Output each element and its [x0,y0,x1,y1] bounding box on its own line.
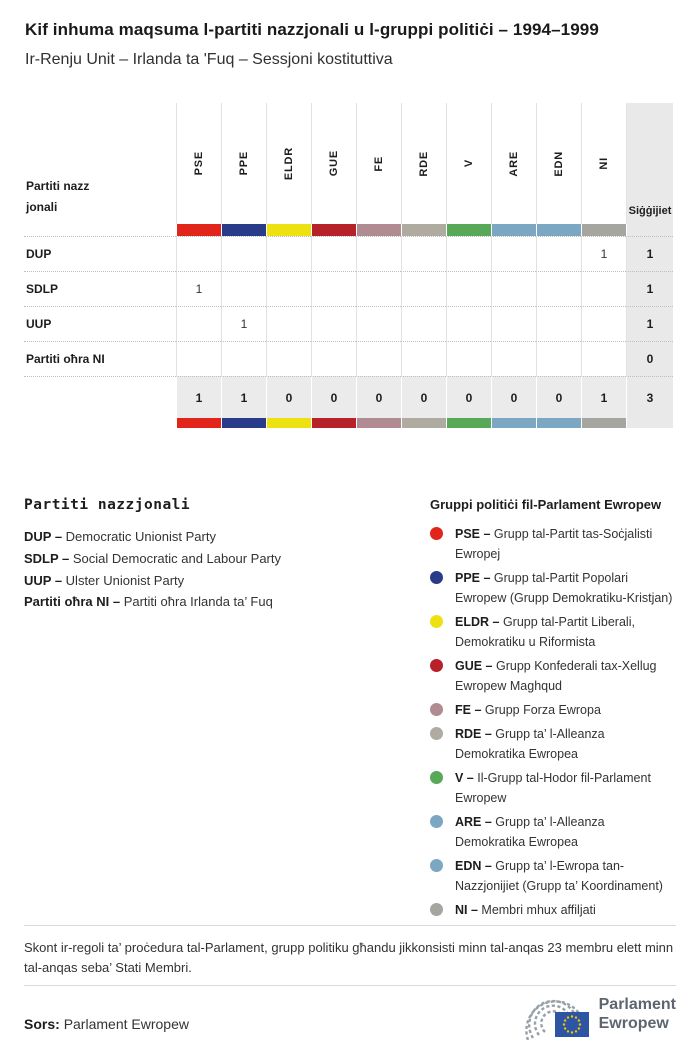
legend-text: FE – Grupp Forza Ewropa [455,703,601,717]
color-bar-cell-pse [176,224,221,236]
group-list [430,524,678,920]
table-total-label [24,376,176,418]
table-col-header-gue: GUE [311,103,356,224]
color-bar-cell-eldr [266,418,311,428]
color-bar-cell-ni [581,224,626,236]
table-cell-are [491,306,536,341]
color-bar-spacer [24,418,176,428]
table-cell-rde [401,306,446,341]
group-legend-item [430,856,678,896]
table-cell-pse [176,306,221,341]
table-total-cell-v: 0 [446,376,491,418]
legend-text: V – Il-Grupp tal-Hodor fil-Parlament Ewropew [455,771,651,805]
legend-national-parties [24,497,430,924]
source-label: Sors: [24,1016,60,1032]
table-cell-gue [311,271,356,306]
legend-groups-heading: Gruppi politiċi fil-Parlament Ewropew [430,497,662,512]
table-total-cell-rde: 0 [401,376,446,418]
color-bar-cell-gue [311,224,356,236]
group-legend-item [430,656,678,696]
table-cell-v [446,236,491,271]
party-legend-item: SDLP – Social Democratic and Labour Party [24,550,281,566]
table-total-cell-eldr: 0 [266,376,311,418]
table-cell-gue [311,306,356,341]
table-col-header-seats: Siġġijiet [626,103,673,224]
table-cell-fe [356,271,401,306]
table-cell-ppe [221,341,266,376]
table-total-cell-gue: 0 [311,376,356,418]
color-bar-cell-edn [536,224,581,236]
color-bar-seats-cell [626,224,673,236]
group-legend-item [430,612,678,652]
table-total-cell-ppe: 1 [221,376,266,418]
group-legend-item [430,700,678,720]
color-bar-cell-ppe [221,418,266,428]
source-line [24,1016,189,1032]
table-cell-pse [176,236,221,271]
table-total-cell-fe: 0 [356,376,401,418]
color-bar-cell-gue [311,418,356,428]
color-bar-cell-rde [401,224,446,236]
legend-text: NI – Membri mhux affiljati [455,903,596,917]
legend-dot-edn [430,859,443,872]
table-cell-ppe [221,271,266,306]
group-legend-item [430,768,678,808]
table-total-seats: 3 [626,376,673,418]
table-cell-are [491,236,536,271]
table-seats-cell: 0 [626,341,673,376]
table-col-header-eldr: ELDR [266,103,311,224]
group-legend-item [430,568,678,608]
table-cell-are [491,271,536,306]
color-bar-cell-v [446,224,491,236]
legend-text: PSE – Grupp tal-Partit tas-Soċjalisti Ewropej [455,527,653,561]
table-cell-edn [536,271,581,306]
page-title: Kif inhuma maqsuma l-partiti nazzjonali u l-gruppi politiċi – 1994–1999 [25,20,599,39]
hemicycle-eu-flag-icon [523,988,591,1040]
table-cell-eldr [266,271,311,306]
table-col-header-are: ARE [491,103,536,224]
table-row-label: SDLP [24,271,176,306]
color-bar-cell-fe [356,418,401,428]
table-cell-fe [356,236,401,271]
table-cell-ni: 1 [581,236,626,271]
table-row-label: DUP [24,236,176,271]
table-col-header-v: V [446,103,491,224]
legend-dot-ni [430,903,443,916]
color-bar-spacer [24,224,176,236]
group-legend-item [430,900,678,920]
color-bar-cell-pse [176,418,221,428]
footnote: Skont ir-regoli ta’ proċedura tal-Parlament, grupp politiku għandu jikkonsisti minn tal-anqas 23 membru elett minn tal-anqas seba’ Stati Membri. [24,940,674,975]
table-total-cell-are: 0 [491,376,536,418]
logo-line1: Parlament [598,996,676,1013]
legend-political-groups [430,497,678,924]
party-legend-item: Partiti oħra NI – Partiti oħra Irlanda ta’ Fuq [24,594,273,610]
color-bar-seats-cell [626,418,673,428]
legend-dot-fe [430,703,443,716]
color-bar-cell-are [491,224,536,236]
page-header [25,20,675,69]
table-total-cell-pse: 1 [176,376,221,418]
table-cell-eldr [266,306,311,341]
table-col-header-ppe: PPE [221,103,266,224]
table-cell-fe [356,306,401,341]
party-list [24,526,430,613]
page-subtitle: Ir-Renju Unit – Irlanda ta 'Fuq – Sessjoni kostituttiva [25,51,393,68]
table-cell-pse: 1 [176,271,221,306]
table-cell-ni [581,271,626,306]
legend-text: RDE – Grupp ta’ l-Alleanza Demokratika Ewropea [455,727,605,761]
results-table [24,103,673,428]
color-bar-cell-rde [401,418,446,428]
table-cell-edn [536,236,581,271]
table-row-header: Partiti nazzjonali [26,179,90,214]
table-total-cell-ni: 1 [581,376,626,418]
table-cell-gue [311,236,356,271]
legend-text: ARE – Grupp ta’ l-Alleanza Demokratika Ewropea [455,815,605,849]
table-cell-are [491,341,536,376]
table-col-header-edn: EDN [536,103,581,224]
table-cell-rde [401,271,446,306]
group-legend-item [430,812,678,852]
table-cell-edn [536,306,581,341]
table-col-header-fe: FE [356,103,401,224]
table-seats-cell: 1 [626,271,673,306]
legend-dot-eldr [430,615,443,628]
legend-dot-rde [430,727,443,740]
table-cell-ppe [221,236,266,271]
table-cell-v [446,271,491,306]
legend-dot-are [430,815,443,828]
legend-dot-pse [430,527,443,540]
party-legend-item: DUP – Democratic Unionist Party [24,529,216,544]
divider-bottom [24,985,676,986]
group-legend-item [430,724,678,764]
table-cell-gue [311,341,356,376]
table-col-header-pse: PSE [176,103,221,224]
table-cell-v [446,306,491,341]
legend-section [24,497,678,924]
color-bar-cell-are [491,418,536,428]
logo-wordmark [599,995,676,1033]
color-bar-cell-ni [581,418,626,428]
table-row-label: Partiti oħra NI [24,341,176,376]
color-bar-cell-fe [356,224,401,236]
table-row-label: UUP [24,306,176,341]
table-cell-v [446,341,491,376]
table-cell-pse [176,341,221,376]
legend-parties-heading: Partiti nazzjonali [24,497,191,513]
table-cell-rde [401,341,446,376]
table-seats-cell: 1 [626,236,673,271]
table-seats-cell: 1 [626,306,673,341]
source-value: Parlament Ewropew [63,1016,189,1032]
legend-text: GUE – Grupp Konfederali tax-Xellug Ewropew Maghqud [455,659,657,693]
legend-dot-gue [430,659,443,672]
logo-line2: Ewropew [598,1015,669,1032]
table-cell-eldr [266,341,311,376]
legend-text: EDN – Grupp ta’ l-Ewropa tan-Nazzjonijiet (Grupp ta’ Koordinament) [455,859,663,893]
table-total-cell-edn: 0 [536,376,581,418]
color-bar-cell-edn [536,418,581,428]
group-legend-item [430,524,678,564]
table-cell-eldr [266,236,311,271]
table-cell-edn [536,341,581,376]
legend-text: PPE – Grupp tal-Partit Popolari Ewropew (Grupp Demokratiku-Kristjan) [455,571,673,605]
european-parliament-logo [523,988,676,1040]
party-legend-item: UUP – Ulster Unionist Party [24,572,185,588]
divider-top [24,925,676,926]
table-col-header-ni: NI [581,103,626,224]
color-bar-cell-eldr [266,224,311,236]
table-cell-ppe: 1 [221,306,266,341]
color-bar-cell-v [446,418,491,428]
table-cell-ni [581,341,626,376]
color-bar-cell-ppe [221,224,266,236]
table-col-header-rde: RDE [401,103,446,224]
legend-dot-v [430,771,443,784]
legend-dot-ppe [430,571,443,584]
table-cell-ni [581,306,626,341]
table-cell-fe [356,341,401,376]
legend-text: ELDR – Grupp tal-Partit Liberali, Demokratiku u Riformista [455,615,635,649]
table-cell-rde [401,236,446,271]
